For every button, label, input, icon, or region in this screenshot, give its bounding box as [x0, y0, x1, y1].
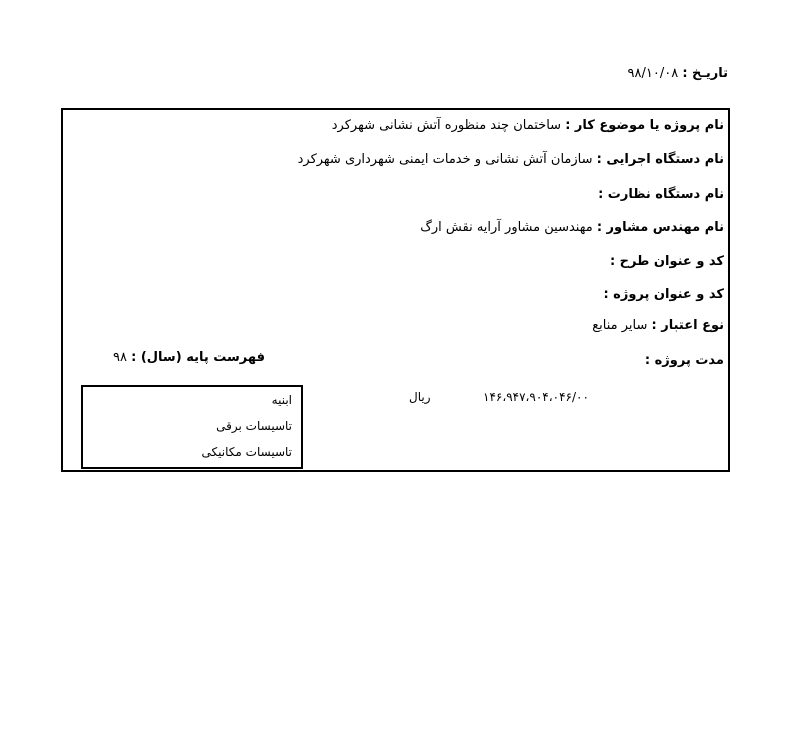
- consultant-value: مهندسین مشاور آرایه نقش ارگ: [420, 220, 593, 235]
- duration-row: [645, 353, 724, 368]
- executor-value: سازمان آتش نشانی و خدمات ایمنی شهرداری شهرکرد: [297, 152, 593, 167]
- categories-box: [81, 385, 303, 469]
- credit-type-value: سایر منابع: [592, 318, 648, 333]
- plan-code-row: [610, 254, 724, 269]
- project-info-box: [61, 108, 730, 472]
- category-item: تاسیسات مکانیکی: [201, 445, 292, 459]
- currency-label: ریال: [409, 390, 431, 404]
- consultant-label: نام مهندس مشاور :: [596, 220, 724, 235]
- date-line: [628, 66, 728, 81]
- executor-row: [298, 152, 724, 167]
- credit-type-row: [592, 318, 724, 333]
- base-list-label: فهرست پایه (سال) :: [131, 350, 265, 365]
- category-item: ابنیه: [271, 393, 292, 407]
- project-title-value: ساختمان چند منظوره آتش نشانی شهرکرد: [331, 118, 562, 133]
- credit-type-label: نوع اعتبار :: [651, 318, 724, 333]
- supervisor-row: [598, 187, 724, 202]
- consultant-row: [420, 220, 724, 235]
- project-code-row: [603, 287, 724, 302]
- project-title-label: نام پروژه یا موضوع کار :: [565, 118, 724, 133]
- amount-value: ۱۴۶،۹۴۷،۹۰۴،۰۴۶/۰۰: [483, 390, 589, 404]
- date-label: تاریـخ :: [682, 66, 728, 81]
- executor-label: نام دستگاه اجرایی :: [596, 152, 724, 167]
- category-item: تاسیسات برقی: [216, 419, 292, 433]
- project-title-row: [332, 118, 724, 133]
- plan-code-label: کد و عنوان طرح :: [609, 254, 724, 269]
- base-list-row: [113, 350, 265, 365]
- duration-label: مدت پروژه :: [644, 353, 724, 368]
- base-list-value: ۹۸: [113, 350, 127, 365]
- project-code-label: کد و عنوان پروژه :: [603, 287, 724, 302]
- date-value: ۹۸/۱۰/۰۸: [627, 66, 679, 81]
- supervisor-label: نام دستگاه نظارت :: [598, 187, 724, 202]
